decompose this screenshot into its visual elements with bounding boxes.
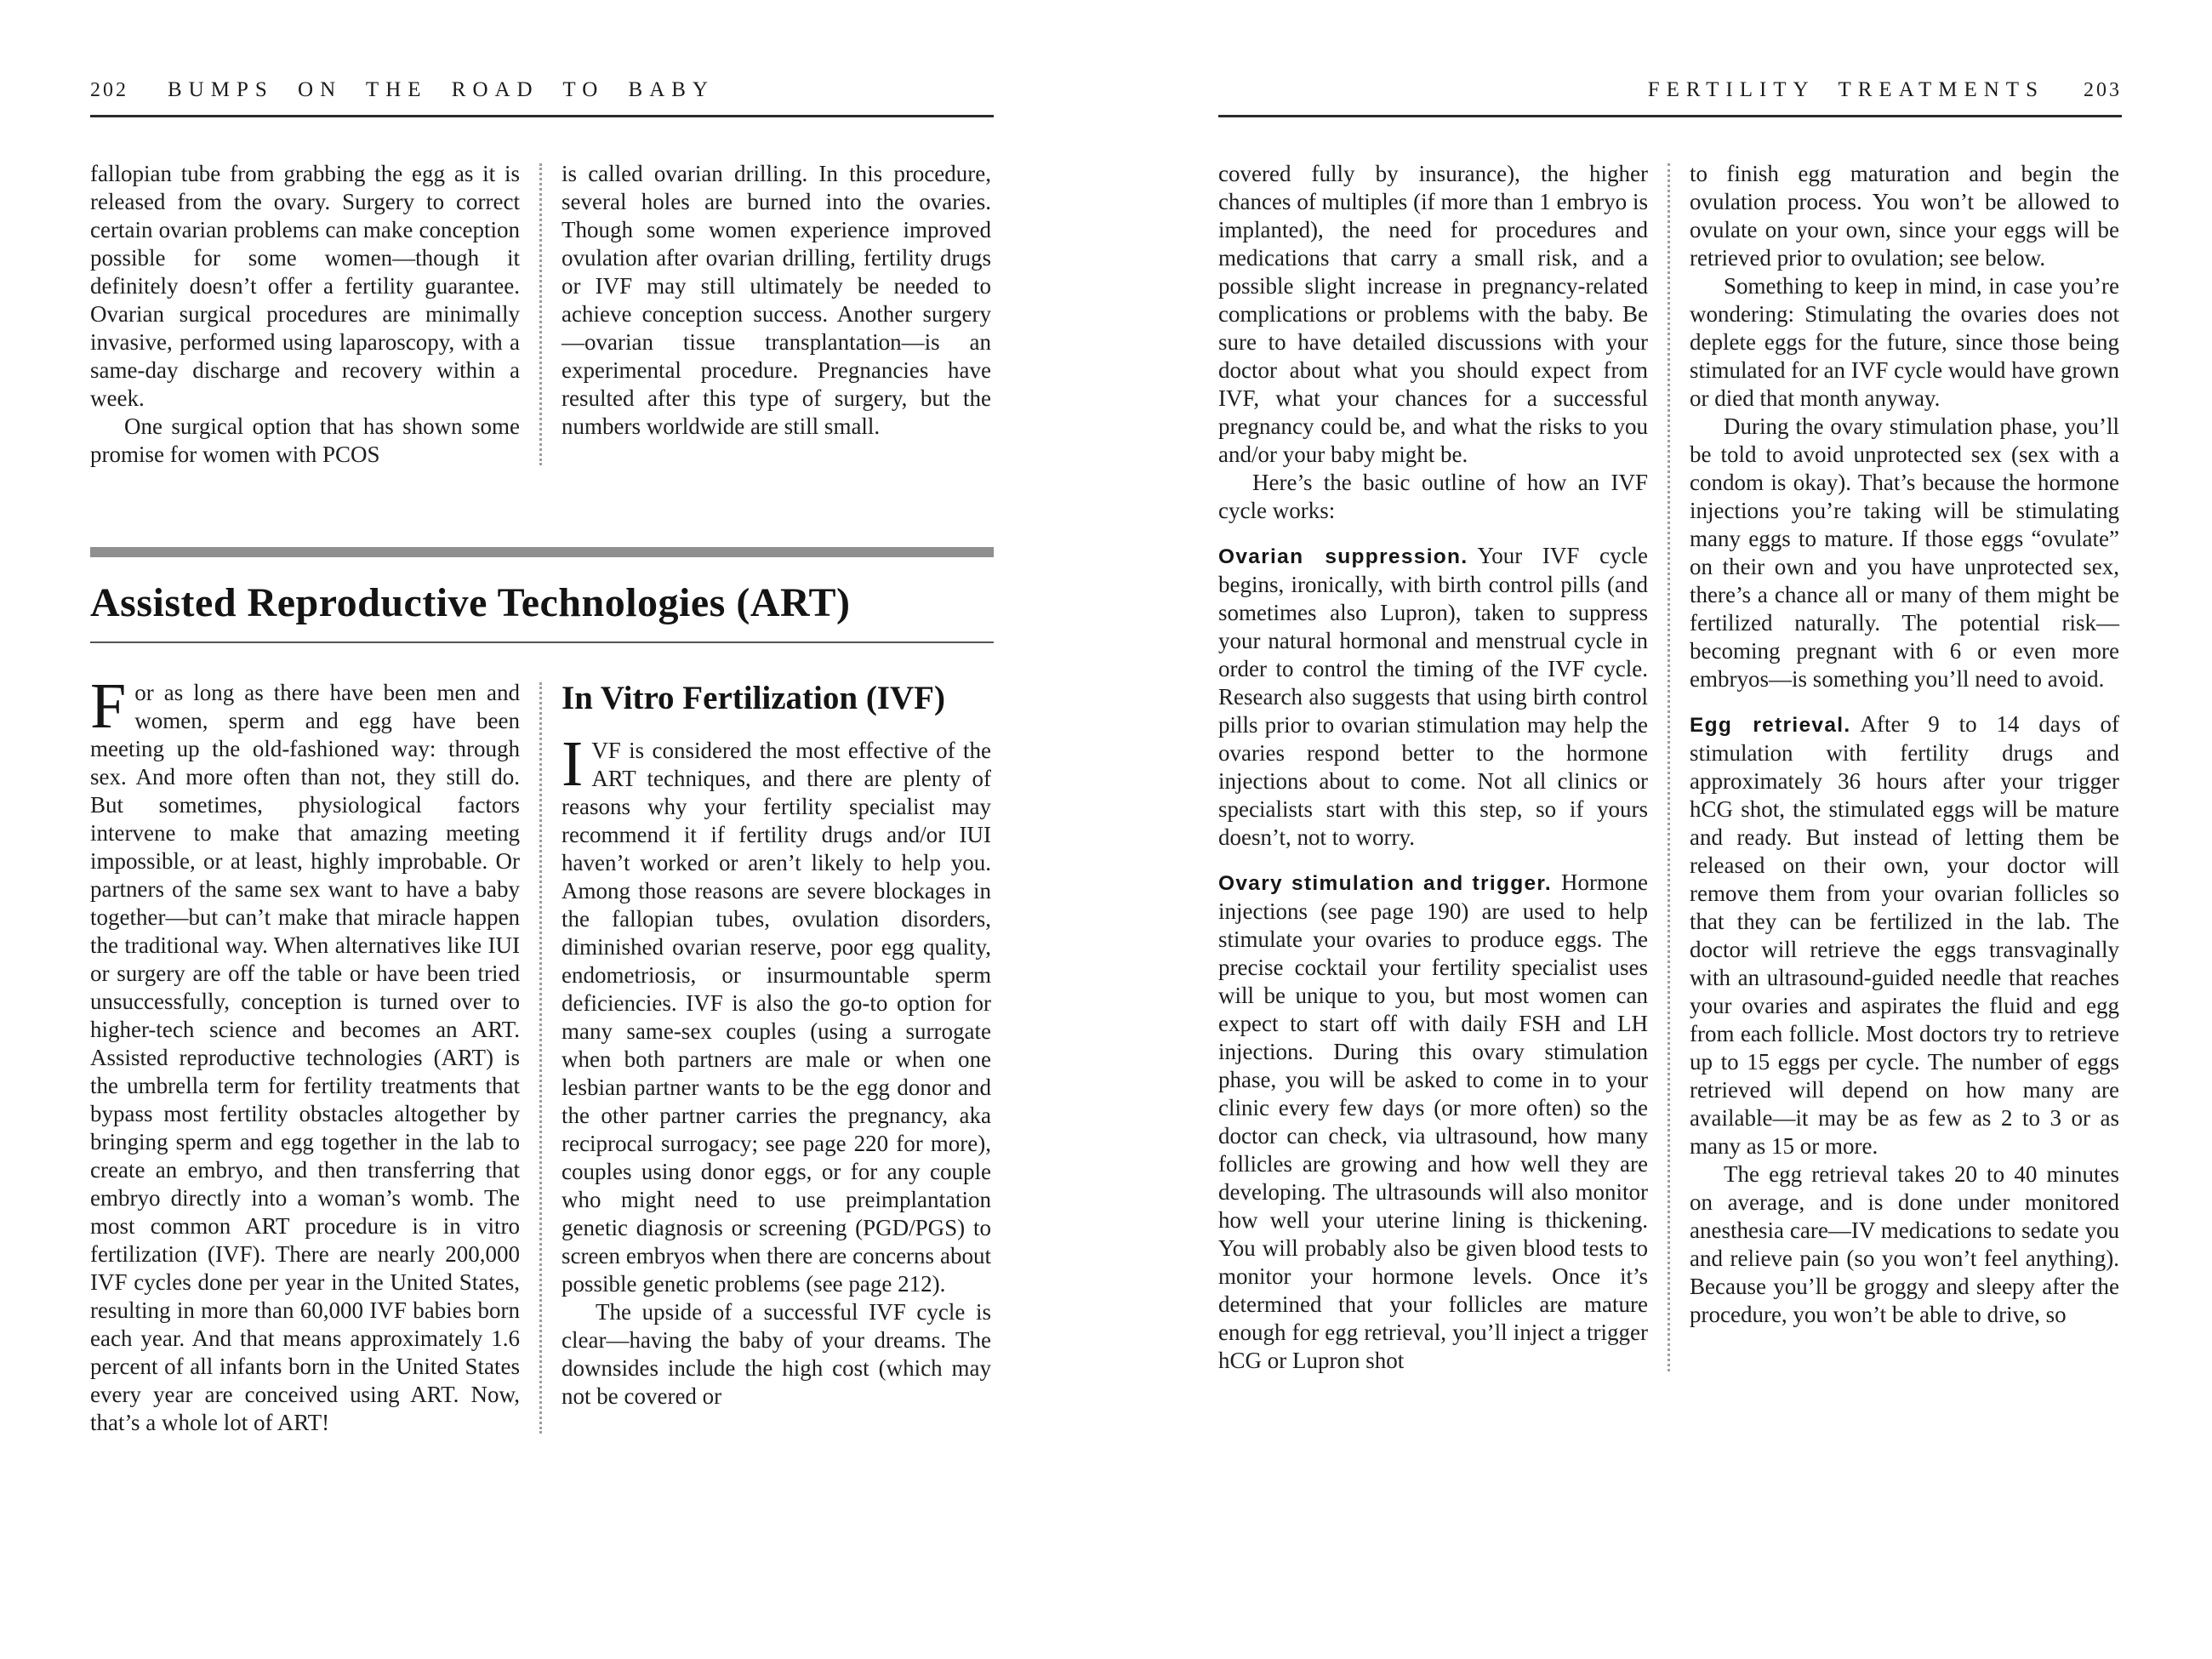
page-header-left xyxy=(90,78,994,102)
column-divider xyxy=(539,163,542,465)
section-heading-bar xyxy=(90,547,994,557)
run-in-heading: Ovarian suppression. xyxy=(1218,545,1468,568)
right-column-1 xyxy=(1218,160,1648,1375)
paragraph: During the ovary stimulation phase, you’ll be told to avoid unprotected sex (sex with a condom is okay). That’s because the hormone injections you’re taking will be stimulating many eggs to mature. If those eggs “ovulate” on their own and you have unprotected sex, there’s a chance all or many of them might be fertilized naturally. The potential risk—becoming pregnant with 6 or even more embryos—is something you’ll need to avoid. xyxy=(1690,413,2119,692)
paragraph: covered fully by insurance), the higher chances of multiples (if more than 1 embryo is implanted), the need for procedures and medications that carry a small risk, and a possible slight increase in pregnancy-related complications or problems with the baby. Be sure to have detailed discussions with your doctor about what you should expect from IVF, what your chances for a successful pregnancy could be, and what the risks to you and/or your baby might be. xyxy=(1218,161,1648,467)
subsection-title: In Vitro Fertilization (IVF) xyxy=(562,680,945,716)
page-number-right: 203 xyxy=(2084,79,2122,101)
run-in-heading: Ovary stimulation and trigger. xyxy=(1218,872,1553,895)
section-heading xyxy=(90,547,994,643)
drop-cap: F xyxy=(90,670,127,742)
paragraph-text: VF is considered the most effective of the ART techniques, and there are plenty of reasons why your fertility specialist may recommend it if fertility drugs and/or IUI haven’t worked or aren’t likely to help you. Among those reasons are severe blockages in the fallopian tubes, ovulation disorders, diminished ovarian reserve, poor egg quality, endometriosis, or insurmountable sperm deficiencies. IVF is also the go-to option for many same-sex couples (using a surrogate when both partners are male or when one lesbian partner wants to be the egg donor and the other partner carries the pregnancy, aka reciprocal surrogacy; see page 220 for more), couples using donor eggs, or for any couple who might need to use preimplantation genetic diagnosis or screening (PGD/PGS) to screen embryos when there are concerns about possible genetic problems (see page 212). xyxy=(562,738,991,1297)
paragraph-text: After 9 to 14 days of stimulation with fertility drugs and approximately 36 hours after your trigger hCG shot, the stimulated eggs will be mature and ready. But instead of letting them be released on their own, your doctor will remove them from your ovarian follicles so that they can be fertilized in the lab. The doctor will retrieve the eggs transvaginally with an ultrasound-guided needle that reaches your ovaries and aspirates the fluid and egg from each follicle. Most doctors try to retrieve up to 15 eggs per cycle. The number of eggs retrieved will depend on how many are available—it may be as few as 2 to 3 or as many as 15 or more. xyxy=(1690,711,2119,1159)
drop-cap: I xyxy=(562,728,584,800)
paragraph-egg-retrieval xyxy=(1690,710,2119,1160)
paragraph: One surgical option that has shown some promise for women with PCOS xyxy=(90,413,520,467)
paragraph-text: Hormone injections (see page 190) are used to help stimulate your ovaries to produce eggs. The precise cocktail your fertility specialist uses will be unique to you, but most women can expect to start off with daily FSH and LH injections. During this ovary stimulation phase, you will be asked to come in to your clinic every few days (or more often) so the doctor can check, via ultrasound, how many follicles are growing and how well they are developing. The ultrasounds will also monitor how well your uterine lining is thickening. You will probably also be given blood tests to monitor your hormone levels. Once it’s determined that your follicles are mature enough for egg retrieval, you’ll inject a trigger hCG or Lupron shot xyxy=(1218,869,1648,1373)
paragraph: is called ovarian drilling. In this procedure, several holes are burned into the ovaries. Though some women experience improved ovulation after ovarian drilling, fertility drugs or IVF may still ultimately be needed to achieve conception success. Another surgery—ovarian tissue transplantation—is an experimental procedure. Pregnancies have resulted after this type of surgery, but the numbers worldwide are still small. xyxy=(562,161,991,439)
page-number-left: 202 xyxy=(90,79,128,101)
right-column-2 xyxy=(1690,160,2119,1375)
left-top-columns xyxy=(90,160,994,469)
left-column-2-top xyxy=(562,160,991,469)
paragraph: The upside of a successful IVF cycle is clear—having the baby of your dreams. The downsides include the high cost (which may not be covered or xyxy=(562,1299,991,1409)
paragraph-text: or as long as there have been men and women, sperm and egg have been meeting up the old-fashioned way: through sex. And more often than not, they still do. But sometimes, physiological factors intervene to make that amazing meeting impossible, or at least, highly improbable. Or partners of the same sex want to have a baby together—but can’t make that miracle happen the traditional way. When alternatives like IUI or surgery are off the table or have been tried unsuccessfully, conception is turned over to higher-tech science and becomes an ART. Assisted reproductive technologies (ART) is the umbrella term for fertility treatments that bypass most fertility obstacles altogether by bringing sperm and egg together in the lab to create an embryo, and then transferring that embryo directly into a woman’s womb. The most common ART procedure is in vitro fertilization (IVF). There are nearly 200,000 IVF cycles done per year in the United States, resulting in more than 60,000 IVF babies born each year. And that means approximately 1.6 percent of all infants born in the United States every year are conceived using ART. Now, that’s a whole lot of ART! xyxy=(90,680,520,1435)
left-column-1-top xyxy=(90,160,520,469)
column-divider xyxy=(539,682,542,1434)
paragraph: fallopian tube from grabbing the egg as it is released from the ovary. Surgery to correct certain ovarian problems can make conception possible for some women—though it definitely doesn’t offer a fertility guarantee. Ovarian surgical procedures are minimally invasive, performed using laparoscopy, with a same-day discharge and recovery within a week. xyxy=(90,161,520,411)
page-right xyxy=(1218,78,2122,1375)
paragraph: to finish egg maturation and begin the ovulation process. You won’t be allowed to ovulate on your own, since your eggs will be retrieved prior to ovulation; see below. xyxy=(1690,161,2119,271)
paragraph-ovarian-suppression xyxy=(1218,542,1648,852)
left-column-2-bottom xyxy=(562,679,991,1437)
column-divider xyxy=(1668,163,1670,1371)
header-rule-left xyxy=(90,115,994,117)
running-head-left: BUMPS ON THE ROAD TO BABY xyxy=(168,78,715,101)
right-columns xyxy=(1218,160,2122,1375)
section-title: Assisted Reproductive Technologies (ART) xyxy=(90,580,851,625)
paragraph: Here’s the basic outline of how an IVF cycle works: xyxy=(1218,470,1648,523)
paragraph-with-dropcap xyxy=(90,670,520,1437)
paragraph-ovary-stimulation xyxy=(1218,869,1648,1375)
left-bottom-columns xyxy=(90,670,994,1437)
page-header-right xyxy=(1218,78,2122,102)
run-in-heading: Egg retrieval. xyxy=(1690,714,1851,737)
running-head-right: FERTILITY TREATMENTS xyxy=(1647,78,2044,101)
section-heading-rule xyxy=(90,641,994,643)
paragraph-text: Your IVF cycle begins, ironically, with birth control pills (and sometimes also Lupron), taken to suppress your natural hormonal and menstrual cycle in order to control the timing of the IVF cycle. Research also suggests that using birth control pills prior to ovarian stimulation may help the ovaries respond better to the hormone injections about to come. Not all clinics or specialists start with this step, so if yours doesn’t, not to worry. xyxy=(1218,543,1648,850)
header-rule-right xyxy=(1218,115,2122,117)
paragraph-with-dropcap xyxy=(562,728,991,1298)
page-left xyxy=(90,78,994,1437)
paragraph: The egg retrieval takes 20 to 40 minutes on average, and is done under monitored anesthesia care—IV medications to sedate you and relieve pain (so you won’t feel anything). Because you’ll be groggy and sleepy after the procedure, you won’t be able to drive, so xyxy=(1690,1161,2119,1327)
left-column-1-bottom xyxy=(90,670,520,1437)
paragraph: Something to keep in mind, in case you’re wondering: Stimulating the ovaries does not deplete eggs for the future, since those being stimulated for an IVF cycle would have grown or died that month anyway. xyxy=(1690,273,2119,411)
